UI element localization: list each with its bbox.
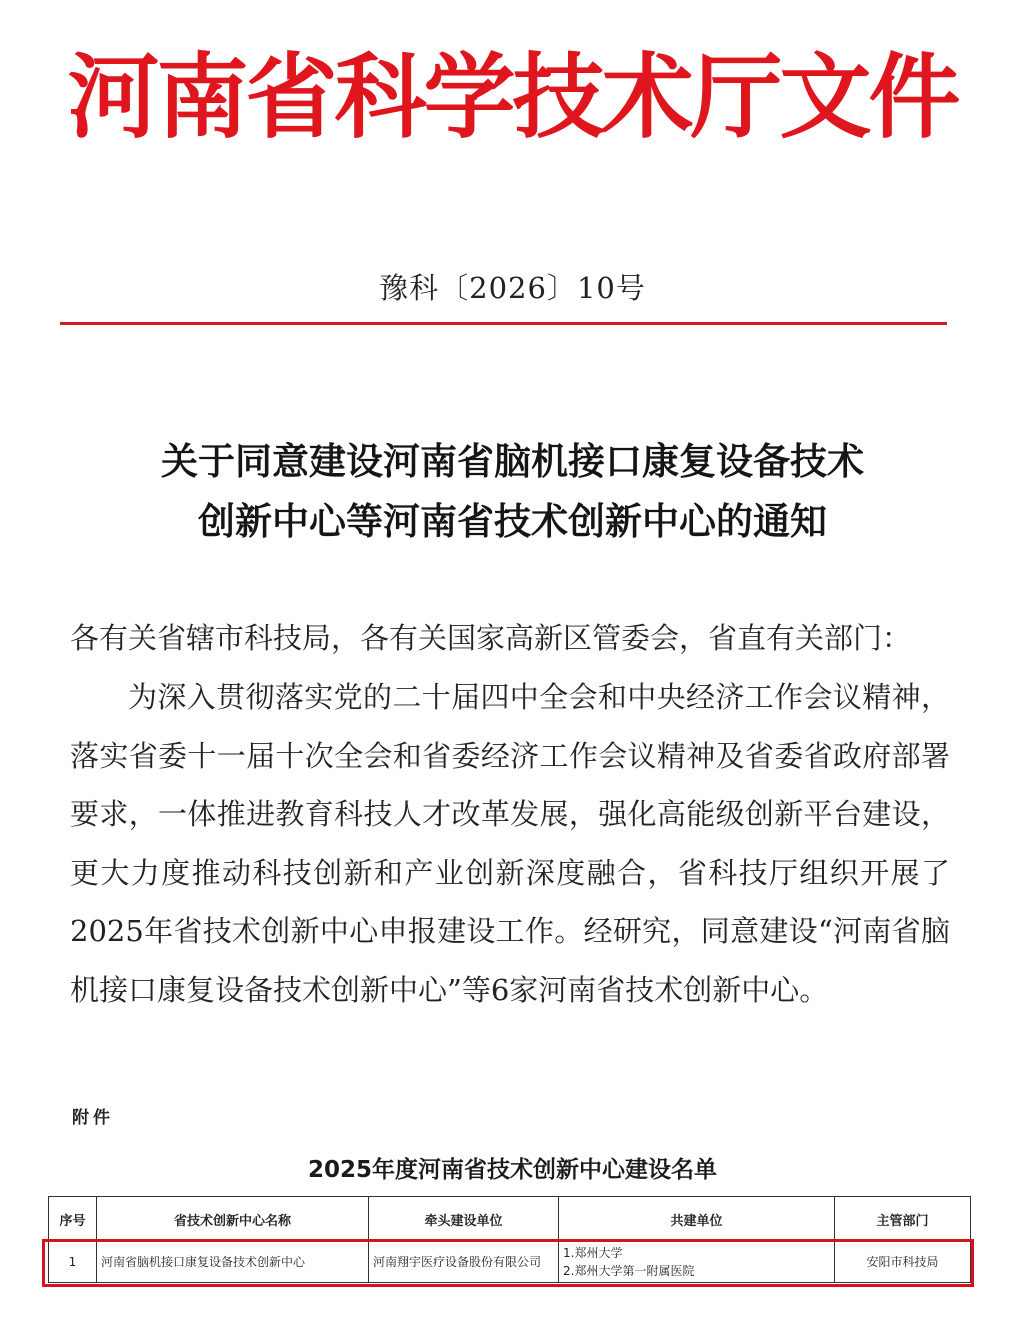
row-highlight-box (42, 1239, 974, 1287)
red-divider (60, 322, 947, 325)
row-lead-unit: 河南翔宇医疗设备股份有限公司 (369, 1242, 559, 1283)
notice-body: 为深入贯彻落实党的二十届四中全会和中央经济工作会议精神，落实省委十一届十次全会和省委经济工作会议精神及省委省政府部署要求，一体推进教育科技人才改革发展，强化高能级创新平台建设，更大力度推动科技创新和产业创新深度融合，省科技厅组织开展了2025年省技术创新中心申报建设工作。经研究，同意建设“河南省脑机接口康复设备技术创新中心”等6家河南省技术创新中心。 (70, 680, 950, 1007)
header-index: 序号 (49, 1197, 97, 1242)
partner-1: 1.郑州大学 (563, 1246, 623, 1260)
header-department: 主管部门 (835, 1197, 971, 1242)
row-center-name: 河南省脑机接口康复设备技术创新中心 (97, 1242, 369, 1283)
issuer-header: 河南省科学技术厅文件 (67, 44, 958, 151)
list-title: 2025年度河南省技术创新中心建设名单 (307, 1157, 717, 1183)
table-header-row (49, 1197, 971, 1242)
partner-2: 2.郑州大学第一附属医院 (563, 1264, 695, 1278)
document-number: 豫科〔2026〕10号 (379, 271, 646, 305)
row-index: 1 (49, 1242, 97, 1283)
attachment-label: 附件 (72, 1108, 114, 1128)
notice-title-line-2: 创新中心等河南省技术创新中心的通知 (198, 500, 827, 543)
addressee: 各有关省辖市科技局，各有关国家高新区管委会，省直有关部门： (70, 621, 912, 655)
notice-title (60, 432, 965, 552)
header-partner-units: 共建单位 (559, 1197, 835, 1242)
notice-title-line-1: 关于同意建设河南省脑机接口康复设备技术 (161, 440, 864, 483)
header-lead-unit: 牵头建设单位 (369, 1197, 559, 1242)
row-department: 安阳市科技局 (835, 1242, 971, 1283)
header-center-name: 省技术创新中心名称 (97, 1197, 369, 1242)
